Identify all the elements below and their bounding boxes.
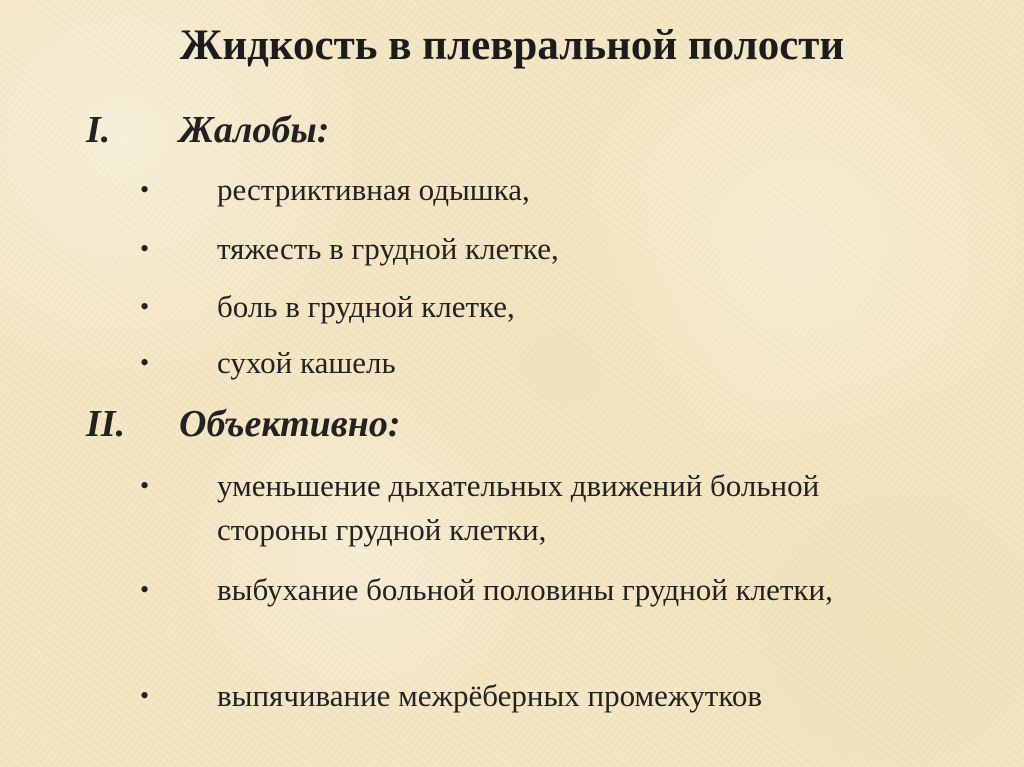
section-title: Объективно: — [179, 403, 401, 445]
bullet-icon: • — [140, 681, 150, 710]
slide-title: Жидкость в плевральной полости — [179, 22, 845, 69]
section-numeral: II. — [86, 403, 126, 445]
section-heading-objective — [86, 402, 401, 446]
list-item-text: сухой кашель — [217, 345, 396, 380]
list-item — [140, 341, 1000, 385]
bullet-icon: • — [140, 471, 150, 500]
bullet-icon: • — [140, 575, 150, 604]
list-item — [140, 674, 1000, 718]
section-title: Жалобы: — [179, 109, 330, 151]
list-item-text: уменьшение дыхательных движений больной стороны грудной клетки, — [217, 468, 820, 547]
list-item-text: выпячивание межрёберных промежутков — [217, 678, 762, 713]
list-item-text: тяжесть в грудной клетке, — [217, 231, 559, 266]
section-heading-complaints — [86, 108, 329, 152]
bullet-icon: • — [140, 175, 150, 204]
bullet-icon: • — [140, 234, 150, 263]
section-numeral: I. — [86, 109, 111, 151]
bullet-icon: • — [140, 292, 150, 321]
list-item — [140, 227, 1000, 271]
bullet-icon: • — [140, 348, 150, 377]
list-item — [140, 464, 860, 552]
list-item — [140, 285, 1000, 329]
list-item-text: выбухание больной половины грудной клетки, — [217, 572, 833, 607]
list-item-text: боль в грудной клетке, — [217, 289, 515, 324]
list-item-text: рестриктивная одышка, — [217, 172, 530, 207]
list-item — [140, 568, 900, 612]
list-item — [140, 168, 1000, 212]
